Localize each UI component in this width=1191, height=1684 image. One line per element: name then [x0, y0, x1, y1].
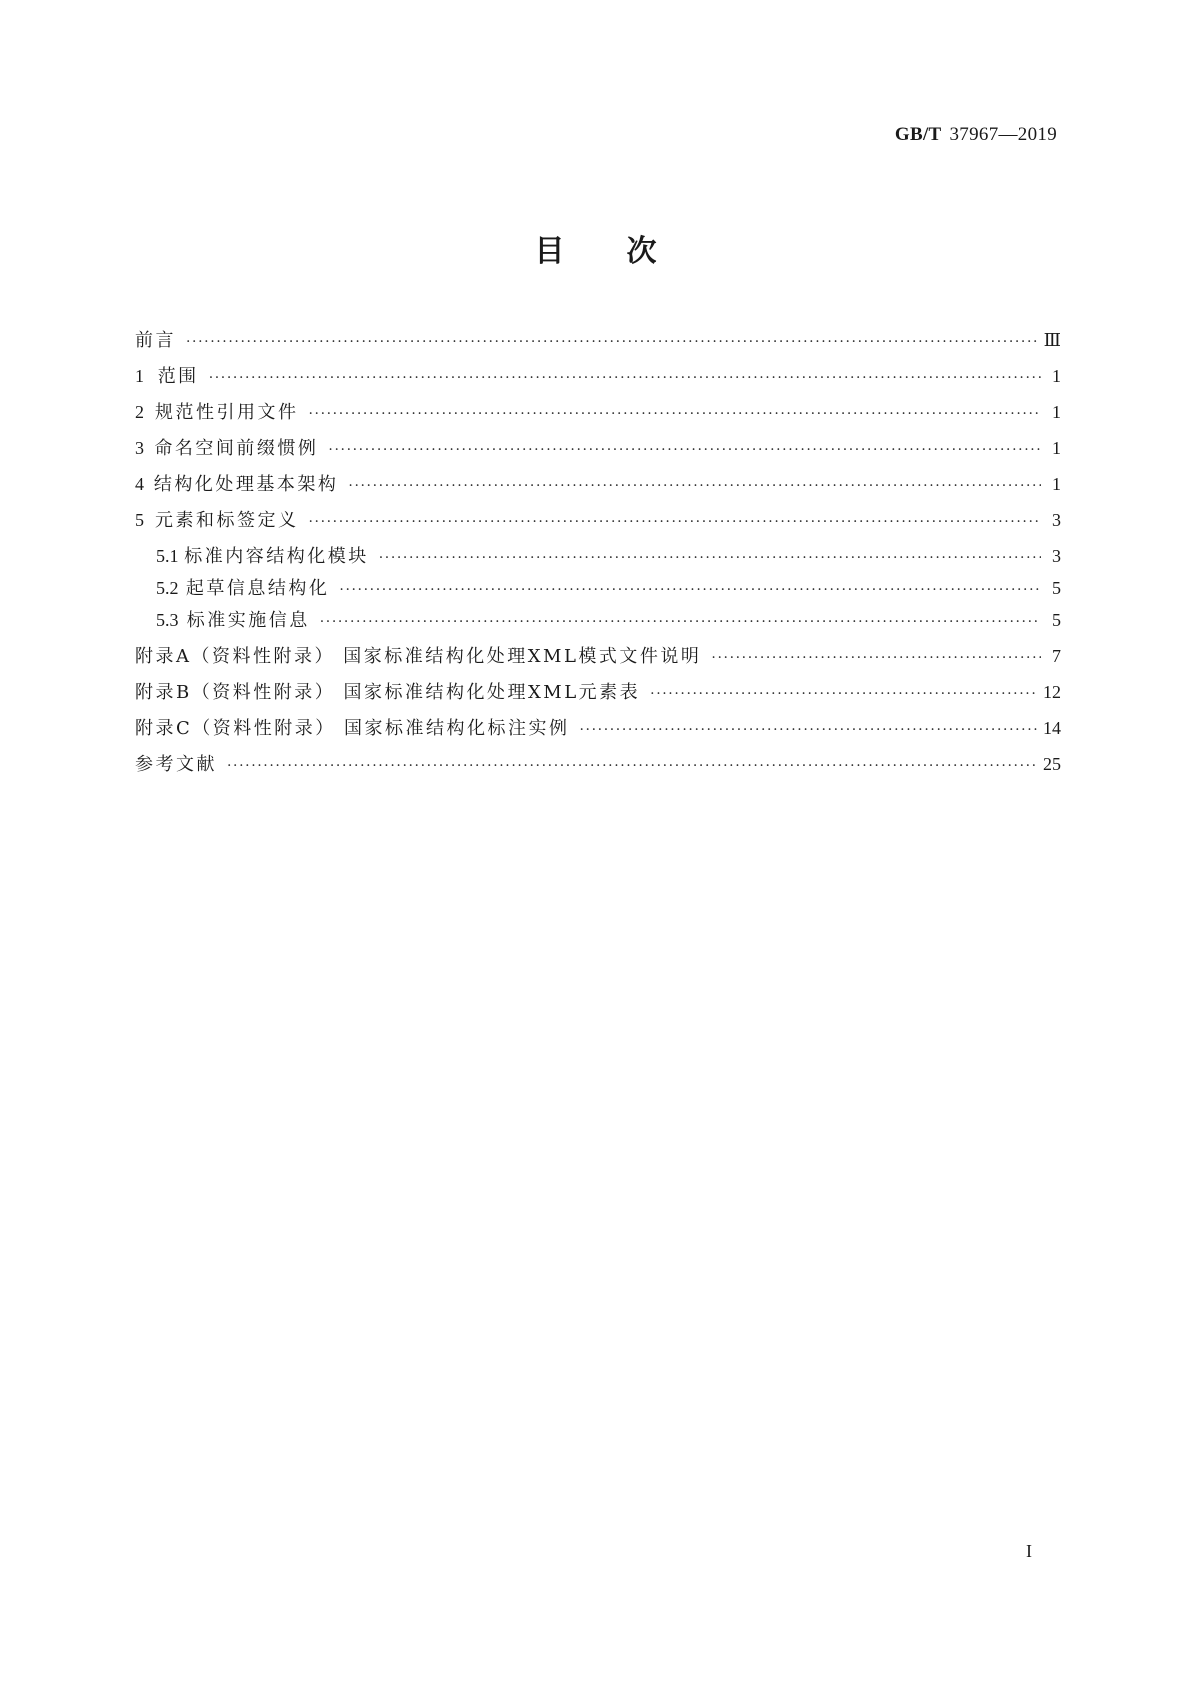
- toc-entry-5-1[interactable]: [135, 544, 1061, 570]
- toc-entry-number: 4: [135, 474, 144, 494]
- toc-entry-label: 前言: [135, 330, 176, 351]
- toc-entry-label: 附录C（资料性附录） 国家标准结构化标注实例: [135, 718, 570, 739]
- toc-entry-2[interactable]: [135, 400, 1061, 426]
- toc-entry-number: 3: [135, 438, 144, 458]
- toc-list: [135, 328, 1061, 778]
- toc-entry-label: 范围: [157, 366, 199, 387]
- toc-entry-label: 标准内容结构化模块: [184, 546, 369, 567]
- toc-entry-number: 1: [135, 366, 144, 386]
- toc-entry-label: 附录B（资料性附录） 国家标准结构化处理XML元素表: [135, 682, 641, 703]
- toc-leader-dots: [308, 402, 1041, 426]
- toc-entry-number: 5: [135, 510, 144, 530]
- toc-entry-number: 5.2: [156, 578, 179, 598]
- toc-entry-foreword[interactable]: [135, 328, 1061, 354]
- toc-entry-5-2[interactable]: [135, 576, 1061, 602]
- toc-entry-3[interactable]: [135, 436, 1061, 462]
- toc-entry-label: 规范性引用文件: [154, 402, 299, 423]
- toc-leader-dots: [308, 510, 1041, 534]
- toc-leader-dots: [339, 578, 1041, 602]
- toc-entry-label: 命名空间前缀惯例: [154, 438, 319, 459]
- toc-entry-page: 3: [1052, 546, 1061, 566]
- toc-leader-dots: [348, 474, 1041, 498]
- toc-entry-appendix-c[interactable]: [135, 716, 1061, 742]
- toc-entry-number: 5.3: [156, 610, 179, 630]
- toc-entry-page: 5: [1052, 610, 1061, 630]
- toc-entry-references[interactable]: [135, 752, 1061, 778]
- toc-entry-number: 2: [135, 402, 144, 422]
- toc-leader-dots: [209, 366, 1041, 390]
- toc-leader-dots: [711, 646, 1041, 670]
- toc-entry-page: 3: [1052, 510, 1061, 530]
- toc-leader-dots: [328, 438, 1041, 462]
- toc-entry-page: 5: [1052, 578, 1061, 598]
- toc-entry-page: 7: [1052, 646, 1061, 666]
- toc-entry-appendix-b[interactable]: [135, 680, 1061, 706]
- toc-entry-page: 25: [1043, 754, 1061, 774]
- toc-entry-page: Ⅲ: [1043, 330, 1061, 350]
- toc-leader-dots: [650, 682, 1037, 706]
- toc-leader-dots: [227, 754, 1037, 778]
- toc-entry-label: 结构化处理基本架构: [153, 474, 339, 495]
- standard-number: 37967—2019: [949, 124, 1057, 145]
- toc-leader-dots: [580, 718, 1038, 742]
- toc-entry-page: 1: [1052, 402, 1061, 422]
- page-title: 目次: [534, 234, 719, 269]
- toc-entry-appendix-a[interactable]: [135, 644, 1061, 670]
- page-number: I: [1026, 1541, 1032, 1561]
- standard-code: [895, 124, 1057, 146]
- toc-leader-dots: [379, 546, 1041, 570]
- toc-leader-dots: [320, 610, 1041, 634]
- toc-entry-1[interactable]: [135, 364, 1061, 390]
- toc-entry-page: 1: [1052, 474, 1061, 494]
- toc-entry-page: 12: [1043, 682, 1061, 702]
- toc-entry-label: 参考文献: [135, 754, 217, 775]
- toc-entry-page: 1: [1052, 366, 1061, 386]
- toc-entry-label: 标准实施信息: [186, 610, 310, 631]
- toc-entry-label: 元素和标签定义: [154, 510, 299, 531]
- toc-entry-4[interactable]: [135, 472, 1061, 498]
- toc-entry-page: 14: [1043, 718, 1061, 738]
- toc-entry-label: 起草信息结构化: [185, 578, 330, 599]
- toc-entry-5[interactable]: [135, 508, 1061, 534]
- toc-leader-dots: [186, 330, 1038, 354]
- toc-entry-5-3[interactable]: [135, 608, 1061, 634]
- toc-entry-label: 附录A（资料性附录） 国家标准结构化处理XML模式文件说明: [135, 646, 702, 667]
- standard-prefix: GB/T: [894, 124, 942, 145]
- toc-entry-number: 5.1: [156, 546, 179, 566]
- toc-entry-page: 1: [1052, 438, 1061, 458]
